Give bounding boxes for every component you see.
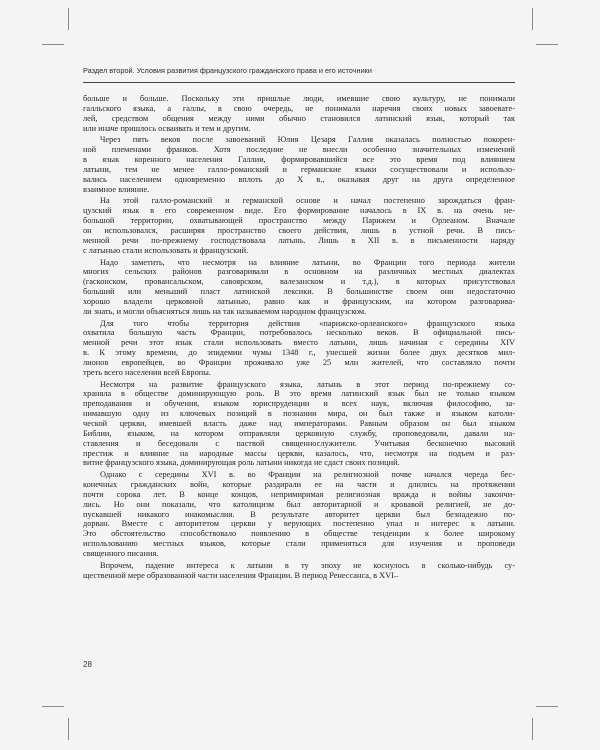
- text-line: с латынью стали использовать и французский.: [83, 245, 249, 255]
- paragraph: [83, 319, 515, 378]
- paragraph: [83, 94, 515, 133]
- running-head: Раздел второй. Условия развития французского гражданского права и его источники: [83, 66, 372, 75]
- text-line: преподавания и обучения, языком юриспруденции и всех наук, включая философию, за-: [83, 399, 515, 409]
- text-line: Надо заметить, что несмотря на влияние латыни, во Франции того периода жители: [100, 257, 515, 267]
- text-line: хорошо владели церковной латынью, равно как и французским, на котором разговарива-: [83, 296, 515, 306]
- text-line: использованию местных языков, которые стали применяться для изучения и проповеди: [83, 539, 515, 549]
- text-line: (гасконском, провансальском, савоярском, валезанском и т.д.), в которых присутствовал: [83, 277, 515, 287]
- paragraph: [83, 561, 515, 581]
- text-line: нимавшую одну из ключевых позиций в познании мира, он был также и языком католи-: [83, 409, 515, 419]
- text-line: охватила большую часть Франции, потребовалось несколько веков. В официальной пись-: [83, 328, 515, 338]
- page-number: 28: [83, 660, 92, 669]
- text-line: ной племенами франков. Хотя последние не внесли особенно значительных изменений: [83, 145, 515, 155]
- text-line: многих сельских районов разговаривали в основном на различных местных диалектах: [83, 267, 515, 277]
- crop-mark-top-right: [532, 8, 533, 30]
- text-line: конечных гражданских войн, которые раздирали ее на части и длились на протяжении: [83, 480, 515, 490]
- crop-mark-bottom-left: [68, 718, 69, 740]
- text-line: священного писания.: [83, 548, 159, 558]
- text-line: менной речи этот язык стали использовать вместо латыни, лишь начиная с середины XIV: [83, 338, 515, 348]
- text-line: менной речи по-прежнему господствовала латынь. Лишь в XII в. в письменности наряду: [83, 235, 515, 245]
- text-line: ческой церкви, имевшей власть даже над императорами. Равным образом он был языком: [83, 419, 515, 428]
- paragraph: [83, 380, 515, 469]
- body-text: [83, 94, 515, 581]
- paragraph: [83, 196, 515, 255]
- paragraph: [83, 470, 515, 559]
- text-line: больше и больше. Поскольку эти пришлые люди, имевшие свою культуру, не понимали: [83, 94, 515, 103]
- text-line: большой территории, охватывающей пространство между Парижем и Орлеаном. Вначале: [83, 216, 515, 226]
- text-line: Для того чтобы территория действия «парижско-орлеанского» французского языка: [100, 318, 515, 328]
- text-line: ставления и беседовали с паствой священнослужители. Учитывая бесконечно высокий: [83, 438, 515, 448]
- text-line: пускавшей никакого инакомыслия. В результате авторитет церкви был безнадежно по-: [83, 509, 515, 519]
- text-line: в язык коренного населения Галлии, формировавшийся все это время под влиянием: [83, 155, 515, 165]
- text-line: в. К этому времени, до эпидемии чумы 1348 г., унесшей жизни более двух десятков мил-: [83, 348, 515, 358]
- text-line: Библии, языком, на котором отправляли церковную службу, проповедовали, давали на-: [83, 428, 515, 438]
- text-line: лись. Но они показали, что католицизм был авторитарной и кровавой религией, не до-: [83, 499, 515, 509]
- crop-mark-bottom-right: [532, 718, 533, 740]
- text-line: больший или меньший пласт латинской лексики. В большинстве своем они недостаточно: [83, 287, 515, 297]
- crop-mark-bottom-right-h: [536, 706, 558, 707]
- text-line: витие французского языка, доминирующая роль латыни никогда не сдаст своих позиций.: [83, 458, 400, 468]
- crop-mark-top-right-h: [536, 44, 558, 45]
- paragraph: [83, 258, 515, 317]
- text-line: цузский язык в его современном виде. Его формирование началось в IX в. на очень не-: [83, 206, 515, 216]
- text-line: он использовался, расширяя пространство своего действия, лишь в устной речи. В пись-: [83, 225, 515, 235]
- crop-mark-top-left: [68, 8, 69, 30]
- text-line: лей, средством общения между ними обычно становился латинский язык, который так: [83, 113, 515, 123]
- text-line: лионов европейцев, во Франции проживало уже 25 млн жителей, что составляло почти: [83, 357, 515, 367]
- text-line: галльского языка, а галлы, в свою очередь, не понимали наречия своих новых завоевате-: [83, 103, 515, 113]
- text-line: Через пять веков после завоеваний Юлия Цезаря Галлия оказалась полностью покорен-: [100, 135, 515, 145]
- text-line: престиж и влияние на народные массы церкви, казалось, что, несмотря на подъем и раз-: [83, 448, 515, 458]
- text-line: латыни, тем не менее галло-романский и германские языки сосуществовали и использо-: [83, 164, 515, 174]
- text-line: почти сорока лет. В конце концов, непримиримая религиозная вражда и войны закончи-: [83, 489, 515, 499]
- crop-mark-bottom-left-h: [42, 706, 64, 707]
- text-line: вались населением одновременно вплоть до X в., оказывая друг на друга определенное: [83, 174, 515, 184]
- text-line: Это обстоятельство способствовало появлению в обществе тенденции к более широкому: [83, 529, 515, 539]
- text-line: храняла в обществе доминирующую роль. В это время латинский язык был не только языком: [83, 389, 515, 399]
- text-line: Впрочем, падение интереса к латыни в ту эпоху не коснулось в сколько-нибудь су-: [100, 560, 515, 570]
- text-line: или иначе пришлось осваивать и тем и другим.: [83, 123, 251, 133]
- text-line: щественной мере образованной части населения Франции. В период Ренессанса, в XVI–: [83, 570, 399, 580]
- text-line: треть всего населения всей Европы.: [83, 367, 211, 377]
- text-line: ли знать, и могли объясняться лишь на так называемом народном французском.: [83, 306, 367, 316]
- text-line: На этой галло-романский и германской основе и начал постепенно зарождаться фран-: [100, 196, 515, 206]
- text-line: Несмотря на развитие французского языка, латынь в этот период по-прежнему со-: [100, 379, 515, 389]
- header-rule: [83, 82, 515, 83]
- crop-mark-top-left-h: [42, 44, 64, 45]
- text-line: дорван. Вместе с авторитетом церкви у верующих постепенно упал и интерес к латыни.: [83, 519, 515, 529]
- paragraph: [83, 135, 515, 194]
- text-line: Однако с середины XVI в. во Франции на религиозной почве начался череда бес-: [100, 470, 515, 480]
- text-line: взаимное влияние.: [83, 184, 150, 194]
